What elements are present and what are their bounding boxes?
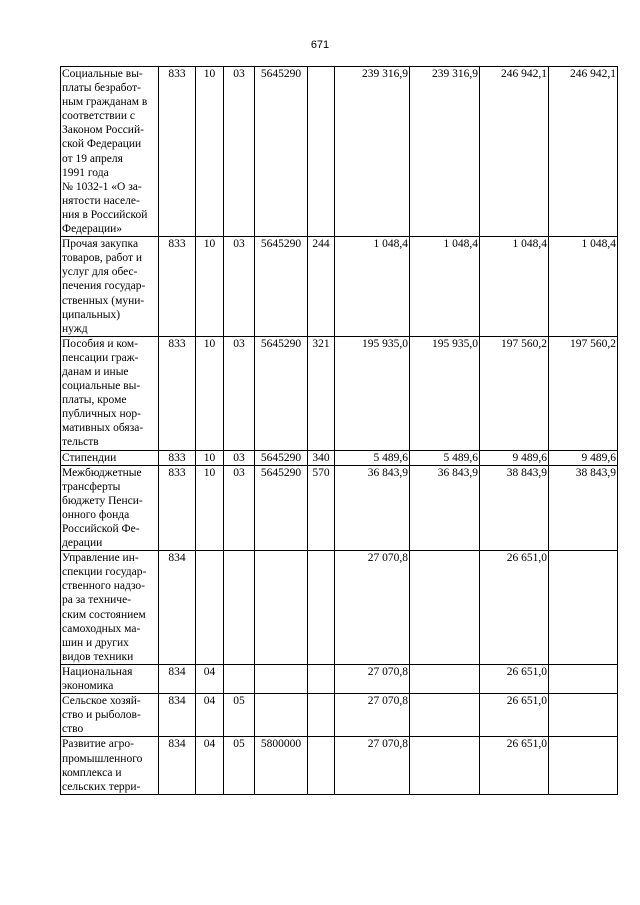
item-name-line: ным гражданам в	[62, 96, 148, 109]
target-article-cell: 5800000	[255, 737, 308, 794]
section-code-cell: 10	[196, 237, 224, 337]
item-name-line: спекции государ-	[62, 566, 147, 579]
ministry-code-cell: 834	[159, 737, 196, 794]
amount-cell	[410, 737, 480, 794]
item-name-line: самоходных ма-	[62, 622, 141, 635]
item-name-line: комплекса и	[62, 766, 122, 779]
amount-cell: 36 843,9	[410, 465, 480, 551]
subsection-code-cell: 05	[224, 694, 255, 737]
table-row	[61, 67, 618, 237]
target-article-cell	[255, 694, 308, 737]
item-name-line: Стипендии	[62, 451, 117, 464]
ministry-code-cell: 834	[159, 694, 196, 737]
amount-cell: 26 651,0	[480, 664, 549, 693]
target-article-cell: 5645290	[255, 450, 308, 465]
item-name-line: услуг для обес-	[62, 266, 138, 279]
expense-kind-cell	[308, 664, 335, 693]
ministry-code-cell: 833	[159, 450, 196, 465]
table-row	[61, 465, 618, 551]
item-name-line: Управление ин-	[62, 552, 139, 565]
item-name-line: экономика	[62, 680, 114, 693]
item-name-line: тельств	[62, 436, 99, 449]
subsection-code-cell	[224, 664, 255, 693]
item-name-line: нужд	[62, 322, 88, 335]
expense-kind-cell	[308, 551, 335, 665]
item-name-line: Сельское хозяй-	[62, 695, 141, 708]
item-name-line: ния в Российской	[62, 208, 148, 221]
item-name-cell	[61, 237, 159, 337]
ministry-code-cell: 834	[159, 551, 196, 665]
table-row	[61, 694, 618, 737]
table-row	[61, 664, 618, 693]
amount-cell: 195 935,0	[335, 336, 410, 450]
item-name-line: Федерации»	[62, 223, 123, 236]
item-name-line: Пособия и ком-	[62, 337, 139, 350]
item-name-line: платы безработ-	[62, 82, 141, 95]
item-name-line: пенсации граж-	[62, 351, 139, 364]
amount-cell	[410, 551, 480, 665]
subsection-code-cell: 03	[224, 237, 255, 337]
expense-kind-cell: 340	[308, 450, 335, 465]
target-article-cell	[255, 551, 308, 665]
item-name-line: ципальных)	[62, 308, 121, 321]
item-name-cell	[61, 737, 159, 794]
item-name-line: данам и иные	[62, 365, 129, 378]
subsection-code-cell: 03	[224, 67, 255, 237]
ministry-code-cell: 833	[159, 465, 196, 551]
item-name-line: ство и рыболов-	[62, 709, 141, 722]
item-name-line: ство	[62, 723, 84, 736]
amount-cell: 26 651,0	[480, 551, 549, 665]
item-name-line: видов техники	[62, 650, 134, 663]
amount-cell: 27 070,8	[335, 694, 410, 737]
item-name-line: товаров, работ и	[62, 252, 143, 265]
table-row	[61, 237, 618, 337]
item-name-line: шин и других	[62, 636, 129, 649]
amount-cell: 239 316,9	[335, 67, 410, 237]
item-name-cell	[61, 551, 159, 665]
amount-cell: 1 048,4	[410, 237, 480, 337]
expense-kind-cell	[308, 694, 335, 737]
section-code-cell: 10	[196, 336, 224, 450]
item-name-line: Российской Фе-	[62, 523, 140, 535]
table-body	[61, 67, 618, 795]
item-name-cell	[61, 465, 159, 551]
item-name-cell	[61, 336, 159, 450]
item-name-line: соответствии с	[62, 110, 135, 123]
subsection-code-cell: 05	[224, 737, 255, 794]
item-name-line: мативных обяза-	[62, 422, 144, 435]
amount-cell: 38 843,9	[480, 465, 549, 551]
expense-kind-cell: 321	[308, 336, 335, 450]
item-name-cell	[61, 694, 159, 737]
amount-cell	[549, 664, 618, 693]
item-name-line: сельских терри-	[62, 780, 141, 793]
section-code-cell: 04	[196, 737, 224, 794]
amount-cell: 27 070,8	[335, 664, 410, 693]
subsection-code-cell: 03	[224, 450, 255, 465]
item-name-line: трансферты	[62, 480, 121, 493]
item-name-line: бюджету Пенси-	[62, 494, 143, 507]
section-code-cell: 04	[196, 664, 224, 693]
amount-cell: 1 048,4	[480, 237, 549, 337]
amount-cell	[549, 737, 618, 794]
section-code-cell: 04	[196, 694, 224, 737]
item-name-line: Развитие агро-	[62, 738, 134, 751]
section-code-cell: 10	[196, 465, 224, 551]
item-name-cell	[61, 67, 159, 237]
item-name-line: социальные вы-	[62, 380, 141, 393]
item-name-line: ра за техниче-	[62, 594, 132, 607]
ministry-code-cell: 834	[159, 664, 196, 693]
item-name-line: от 19 апреля	[62, 152, 123, 165]
target-article-cell: 5645290	[255, 465, 308, 551]
item-name-line: платы, кроме	[62, 394, 127, 407]
amount-cell: 26 651,0	[480, 694, 549, 737]
amount-cell: 195 935,0	[410, 336, 480, 450]
target-article-cell: 5645290	[255, 67, 308, 237]
amount-cell: 1 048,4	[549, 237, 618, 337]
budget-table	[60, 66, 618, 795]
table-row	[61, 336, 618, 450]
item-name-line: публичных нор-	[62, 408, 141, 421]
target-article-cell: 5645290	[255, 237, 308, 337]
item-name-line: онного фонда	[62, 508, 130, 521]
table-row	[61, 450, 618, 465]
table-row	[61, 737, 618, 794]
table-row	[61, 551, 618, 665]
item-name-line: 1991 года	[62, 166, 109, 179]
item-name-line: ственного надзо-	[62, 580, 146, 593]
amount-cell: 239 316,9	[410, 67, 480, 237]
item-name-line: № 1032-1 «О за-	[62, 180, 142, 193]
ministry-code-cell: 833	[159, 237, 196, 337]
amount-cell: 9 489,6	[549, 450, 618, 465]
amount-cell: 246 942,1	[549, 67, 618, 237]
amount-cell: 5 489,6	[410, 450, 480, 465]
expense-kind-cell	[308, 737, 335, 794]
amount-cell: 246 942,1	[480, 67, 549, 237]
item-name-line: дерации	[62, 537, 103, 550]
section-code-cell: 10	[196, 67, 224, 237]
subsection-code-cell: 03	[224, 336, 255, 450]
expense-kind-cell: 244	[308, 237, 335, 337]
amount-cell: 27 070,8	[335, 551, 410, 665]
section-code-cell: 10	[196, 450, 224, 465]
item-name-cell	[61, 664, 159, 693]
ministry-code-cell: 833	[159, 67, 196, 237]
item-name-line: Национальная	[62, 665, 133, 678]
expense-kind-cell	[308, 67, 335, 237]
item-name-line: Социальные вы-	[62, 68, 143, 80]
item-name-line: Законом Россий-	[62, 124, 144, 137]
item-name-cell	[61, 450, 159, 465]
amount-cell: 26 651,0	[480, 737, 549, 794]
amount-cell	[410, 694, 480, 737]
amount-cell	[549, 694, 618, 737]
item-name-line: нятости населе-	[62, 194, 140, 207]
amount-cell: 27 070,8	[335, 737, 410, 794]
amount-cell: 197 560,2	[549, 336, 618, 450]
amount-cell: 5 489,6	[335, 450, 410, 465]
amount-cell: 9 489,6	[480, 450, 549, 465]
target-article-cell	[255, 664, 308, 693]
amount-cell: 36 843,9	[335, 465, 410, 551]
item-name-line: печения государ-	[62, 280, 146, 293]
item-name-line: Межбюджетные	[62, 466, 142, 479]
expense-kind-cell: 570	[308, 465, 335, 551]
item-name-line: Прочая закупка	[62, 238, 139, 251]
item-name-line: ственных (муни-	[62, 294, 145, 307]
amount-cell: 197 560,2	[480, 336, 549, 450]
amount-cell: 1 048,4	[335, 237, 410, 337]
subsection-code-cell	[224, 551, 255, 665]
page-number: 671	[310, 39, 330, 51]
amount-cell: 38 843,9	[549, 465, 618, 551]
amount-cell	[549, 551, 618, 665]
target-article-cell: 5645290	[255, 336, 308, 450]
item-name-line: ским состоянием	[62, 608, 146, 621]
item-name-line: ской Федерации	[62, 138, 142, 151]
ministry-code-cell: 833	[159, 336, 196, 450]
amount-cell	[410, 664, 480, 693]
subsection-code-cell: 03	[224, 465, 255, 551]
item-name-line: промышленного	[62, 752, 143, 765]
section-code-cell	[196, 551, 224, 665]
